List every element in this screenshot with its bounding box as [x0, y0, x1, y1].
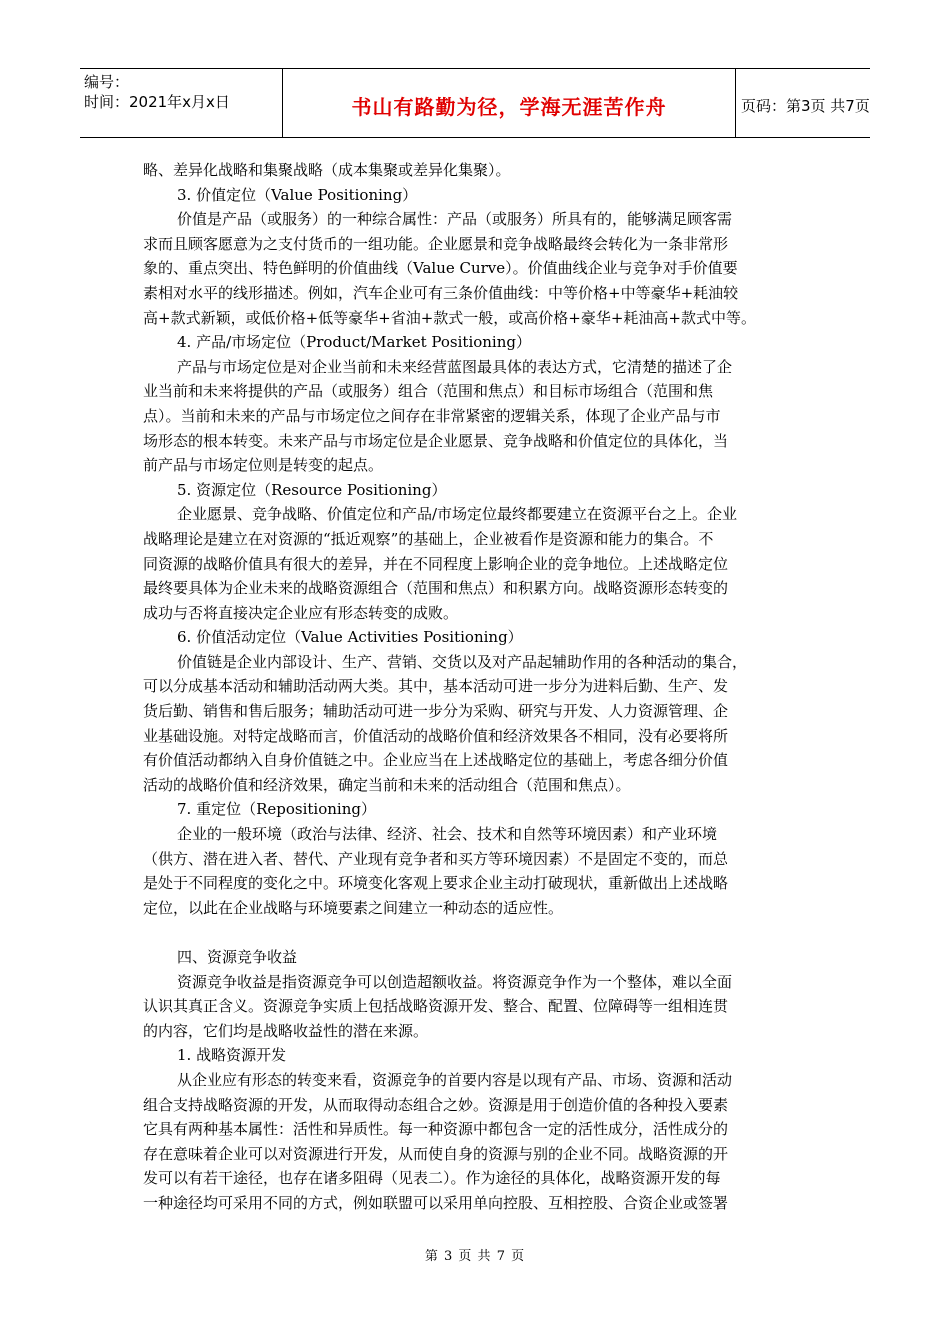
section-heading: 5. 资源定位（Resource Positioning）	[177, 480, 447, 499]
header-page-cell	[735, 69, 870, 137]
body-line: 企业愿景、竞争战略、价值定位和产品/市场定位最终都要建立在资源平台之上。企业	[177, 505, 738, 524]
body-line: 定位，以此在企业战略与环境要素之间建立一种动态的适应性。	[143, 898, 564, 917]
body-line: 价值是产品（或服务）的一种综合属性：产品（或服务）所具有的，能够满足顾客需	[177, 210, 733, 229]
body-line: 前产品与市场定位则是转变的起点。	[143, 456, 384, 475]
body-line: 场形态的根本转变。未来产品与市场定位是企业愿景、竞争战略和价值定位的具体化，当	[143, 431, 729, 450]
page-footer: 第 3 页 共 7 页	[424, 1249, 526, 1264]
section-heading: 7. 重定位（Repositioning）	[177, 800, 376, 819]
section-heading: 6. 价值活动定位（Value Activities Positioning）	[177, 628, 523, 647]
document-date-label: 时间：2021年x月x日	[84, 93, 230, 111]
body-line: 点）。当前和未来的产品与市场定位之间存在非常紧密的逻辑关系，体现了企业产品与市	[143, 406, 721, 425]
body-line: 一种途径均可采用不同的方式，例如联盟可以采用单向控股、互相控股、合资企业或签署	[143, 1193, 729, 1212]
body-line: 从企业应有形态的转变来看，资源竞争的首要内容是以现有产品、市场、资源和活动	[177, 1070, 733, 1089]
body-line: 战略理论是建立在对资源的“抵近观察”的基础上，企业被看作是资源和能力的集合。不	[143, 529, 714, 548]
paragraph-gap	[143, 920, 813, 945]
body-line: 资源竞争收益是指资源竞争可以创造超额收益。将资源竞争作为一个整体，难以全面	[177, 972, 733, 991]
body-line: 素相对水平的线形描述。例如，汽车企业可有三条价值曲线：中等价格+中等豪华+耗油较	[143, 283, 739, 302]
body-line: 略、差异化战略和集聚战略（成本集聚或差异化集聚）。	[143, 161, 511, 179]
body-line: 求而且顾客愿意为之支付货币的一组功能。企业愿景和竞争战略最终会转化为一条非常形	[143, 234, 729, 253]
body-line: 它具有两种基本属性：活性和异质性。每一种资源中都包含一定的活性成分，活性成分的	[143, 1120, 729, 1139]
body-line: 是处于不同程度的变化之中。环境变化客观上要求企业主动打破现状，重新做出上述战略	[143, 874, 729, 893]
body-line: 认识其真正含义。资源竞争实质上包括战略资源开发、整合、配置、位障碍等一组相连贯	[143, 997, 729, 1016]
body-line: 存在意味着企业可以对资源进行开发，从而使自身的资源与别的企业不同。战略资源的开	[143, 1144, 729, 1163]
body-line: 成功与否将直接决定企业应有形态转变的成败。	[143, 603, 459, 622]
document-body	[143, 158, 813, 1216]
section-heading: 3. 价值定位（Value Positioning）	[177, 185, 418, 204]
body-line: 企业的一般环境（政治与法律、经济、社会、技术和自然等环境因素）和产业环境	[177, 825, 718, 844]
body-line: 组合支持战略资源的开发，从而取得动态组合之妙。资源是用于创造价值的各种投入要素	[143, 1095, 729, 1114]
page-header	[80, 68, 870, 138]
header-page-number: 页码：第3页 共7页	[741, 97, 870, 115]
body-line: 象的、重点突出、特色鲜明的价值曲线（Value Curve）。价值曲线企业与竞争对手价值要	[143, 259, 738, 278]
section-heading: 4. 产品/市场定位（Product/Market Positioning）	[177, 333, 531, 352]
header-motto: 书山有路勤为径，学海无涯苦作舟	[351, 95, 667, 119]
body-line: 可以分成基本活动和辅助活动两大类。其中，基本活动可进一步分为进料后勤、生产、发	[143, 677, 729, 696]
body-line: 发可以有若干途径，也存在诸多阻碍（见表二）。作为途径的具体化，战略资源开发的每	[143, 1169, 721, 1188]
body-line: 的内容，它们均是战略收益性的潜在来源。	[143, 1021, 429, 1040]
body-line: 价值链是企业内部设计、生产、营销、交货以及对产品起辅助作用的各种活动的集合，	[177, 652, 748, 671]
document-code-label: 编号：	[84, 73, 130, 91]
header-motto-cell	[282, 69, 736, 137]
body-line: （供方、潜在进入者、替代、产业现有竞争者和买方等环境因素）不是固定不变的，而总	[143, 849, 729, 868]
body-line: 高+款式新颖，或低价格+低等豪华+省油+款式一般，或高价格+豪华+耗油高+款式中等。	[143, 308, 756, 327]
body-line: 最终要具体为企业未来的战略资源组合（范围和焦点）和积累方向。战略资源形态转变的	[143, 579, 729, 598]
body-line: 有价值活动都纳入自身价值链之中。企业应当在上述战略定位的基础上，考虑各细分价值	[143, 751, 729, 770]
body-line: 活动的战略价值和经济效果，确定当前和未来的活动组合（范围和焦点）。	[143, 775, 631, 794]
section-heading: 1. 战略资源开发	[177, 1046, 287, 1065]
body-line: 业基础设施。对特定战略而言，价值活动的战略价值和经济效果各不相同，没有必要将所	[143, 726, 729, 745]
section-heading: 四、资源竞争收益	[177, 948, 298, 966]
body-line: 产品与市场定位是对企业当前和未来经营蓝图最具体的表达方式，它清楚的描述了企	[177, 357, 733, 376]
body-line: 同资源的战略价值具有很大的差异，并在不同程度上影响企业的竞争地位。上述战略定位	[143, 554, 729, 573]
body-line: 业当前和未来将提供的产品（或服务）组合（范围和焦点）和目标市场组合（范围和焦	[143, 382, 714, 401]
header-info-cell	[80, 69, 282, 137]
body-line: 货后勤、销售和售后服务；辅助活动可进一步分为采购、研究与开发、人力资源管理、企	[143, 702, 729, 721]
